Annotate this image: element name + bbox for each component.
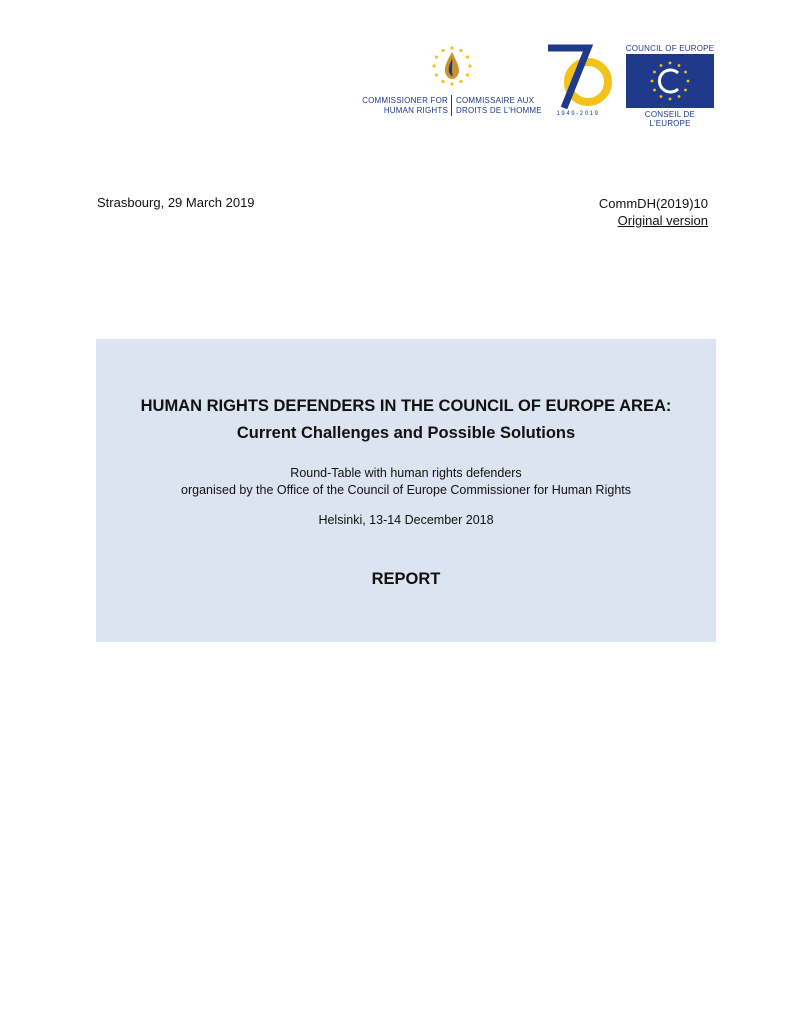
- logo-bar: [0, 0, 791, 130]
- original-version-label: Original version: [617, 213, 708, 228]
- coe-name-en: COUNCIL OF EUROPE: [625, 44, 715, 53]
- report-label: REPORT: [371, 570, 441, 588]
- event-description-line2: organised by the Office of the Council of Europe Commissioner for Human Rights: [181, 483, 631, 497]
- commissioner-logo: [362, 44, 542, 122]
- seventy-years-logo: [544, 44, 612, 120]
- seventy-emblem-icon: [544, 44, 612, 110]
- coe-flag: [626, 54, 714, 108]
- event-location-date: Helsinki, 13-14 December 2018: [318, 513, 494, 527]
- commissioner-name-en: COMMISSIONER FOR HUMAN RIGHTS: [362, 96, 448, 115]
- coe-emblem-icon: [626, 54, 714, 108]
- coe-name-fr: CONSEIL DE L'EUROPE: [644, 110, 696, 128]
- document-reference: CommDH(2019)10: [598, 196, 708, 211]
- report-title: HUMAN RIGHTS DEFENDERS IN THE COUNCIL OF EUROPE AREA:: [140, 397, 672, 415]
- commissioner-name-fr: COMMISSAIRE AUX DROITS DE L'HOMME: [456, 96, 542, 115]
- event-description-line1: Round-Table with human rights defenders: [290, 466, 522, 480]
- seventy-number: 70: [578, 84, 580, 85]
- logo-divider: [451, 95, 452, 116]
- council-of-europe-logo: [624, 44, 716, 128]
- place-date: Strasbourg, 29 March 2019: [97, 195, 255, 210]
- title-box: [96, 339, 716, 642]
- document-reference-block: [599, 195, 708, 229]
- commissioner-emblem-icon: [430, 44, 474, 90]
- seventy-years-dates: 1949-2019: [556, 111, 600, 117]
- report-subtitle: Current Challenges and Possible Solutions: [236, 424, 576, 442]
